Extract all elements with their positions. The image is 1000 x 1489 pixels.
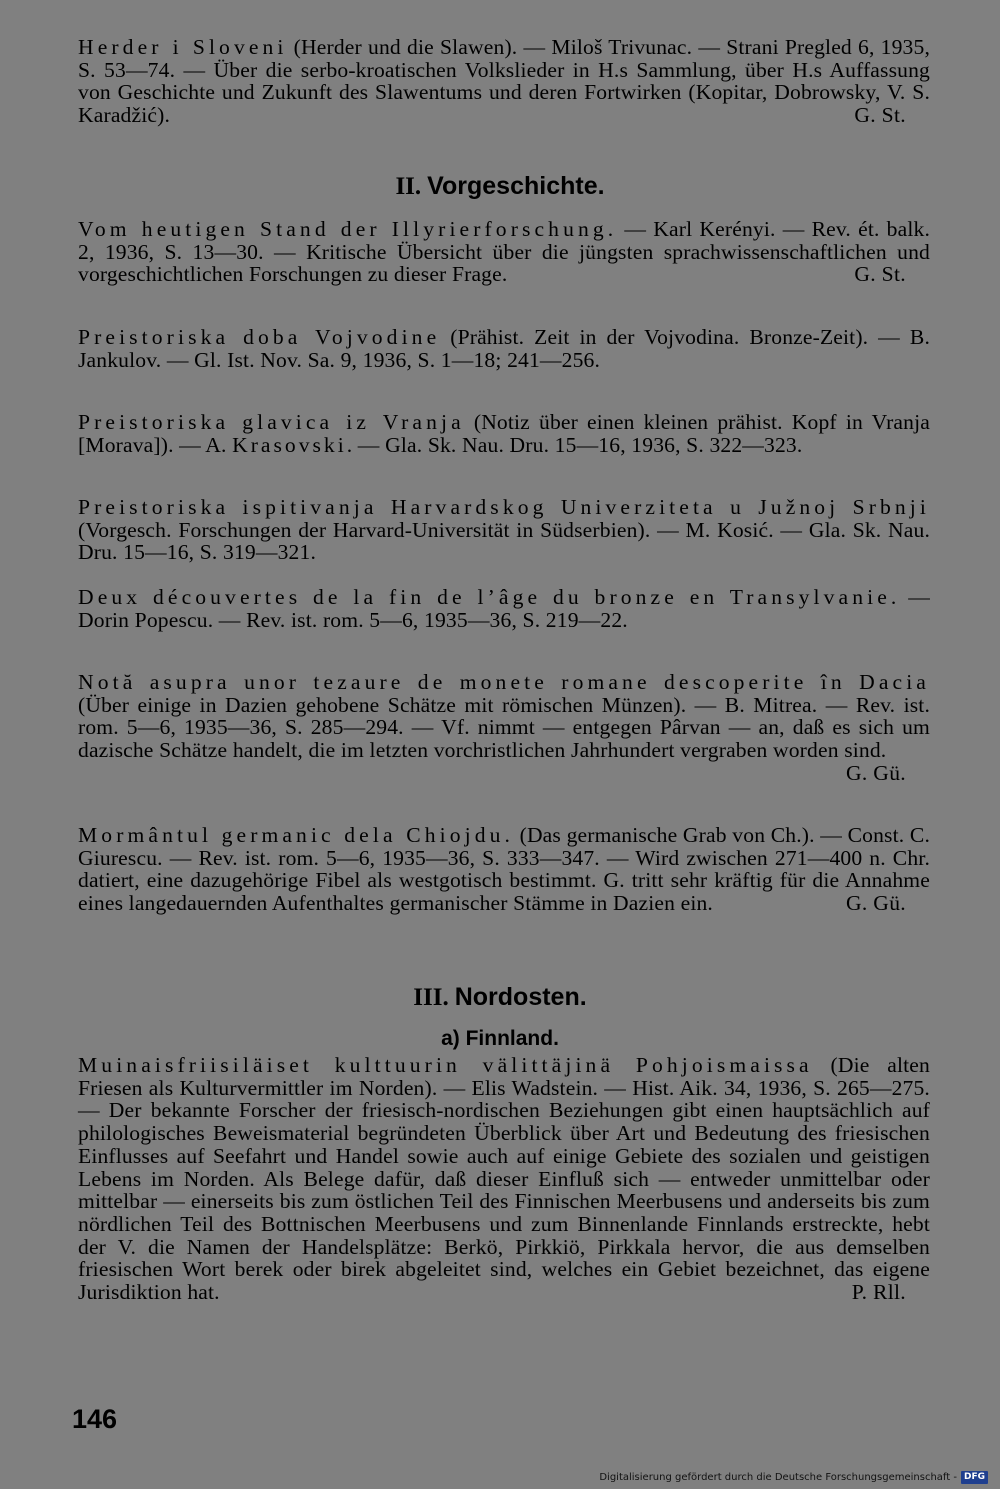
- bibliography-entry-vojvodina: [78, 326, 930, 371]
- entry-text: (Notiz über einen kleinen prähist. Kopf in Vranja [Morava]). — A.: [78, 410, 930, 457]
- entry-signature: P. Rll.: [851, 1280, 906, 1305]
- entry-title: Mormântul germanic dela Chiojdu.: [78, 823, 514, 847]
- section-heading-vorgeschichte: [0, 172, 1000, 201]
- dfg-logo: DFG: [961, 1471, 988, 1484]
- section-number: III.: [413, 984, 449, 1011]
- entry-signature: G. Gü.: [846, 760, 906, 785]
- entry-text: (Herder und die Slawen). — Miloš Trivunac. — Strani Pregled 6, 1935, S. 53—74. — Über die serbo-kroatischen Volkslieder in H.s Sammlung, über H.s Auffassung von Geschichte und Zukunft des Slawentums und deren Fortwirken (Kopitar, Dobrowsky, V. S. Karadžić).: [78, 35, 931, 128]
- entry-title: Preistoriska ispitivanja Harvardskog Univerziteta u Južnoj Srbnji: [78, 495, 930, 519]
- entry-title: Notă asupra unor tezaure de monete romane descoperite în Dacia: [78, 670, 930, 694]
- entry-text: (Vorgesch. Forschungen der Harvard-Universität in Südserbien). — M. Kosić. — Gla. Sk. Nau. Dru. 15—16, S. 319—321.: [78, 517, 930, 565]
- bibliography-entry-herder: [78, 36, 930, 127]
- section-label: Vorgeschichte.: [427, 172, 605, 200]
- entry-text: (Prähist. Zeit in der Vojvodina. Bronze-Zeit). — B. Jankulov. — Gl. Ist. Nov. Sa. 9, 1936, S. 1—18; 241—256.: [78, 325, 930, 372]
- bibliography-entry-vranja: [78, 411, 930, 456]
- entry-title: Herder i Sloveni: [78, 35, 288, 59]
- entry-text: (Das germanische Grab von Ch.). — Const. C. Giurescu. — Rev. ist. rom. 5—6, 1935—36, S. 333—347. — Wird zwischen 271—400 n. Chr. datiert, eine dazugehörige Fibel als westgotisch bestimmt. G. tritt sehr kräftig für die Annahme eines langedauernden Aufenthaltes germanischer Stämme in Dazien ein.: [78, 823, 931, 916]
- entry-text: — Karl Kerényi. — Rev. ét. balk. 2, 1936, S. 13—30. — Kritische Übersicht über die jüngsten sprachwissenschaftlichen und vorgeschichtlichen Forschungen zu dieser Frage.: [78, 217, 930, 287]
- bibliography-entry-harvard: [78, 496, 930, 564]
- entry-signature: G. St.: [854, 103, 906, 128]
- bibliography-entry-transylvanie: [78, 586, 930, 631]
- entry-title: Vom heutigen Stand der Illyrierforschung.: [78, 217, 618, 241]
- entry-text: (Die alten Friesen als Kulturvermittler im Norden). — Elis Wadstein. — Hist. Aik. 34, 1936, S. 265—275. — Der bekannte Forscher der friesisch-nordischen Beziehungen gibt einen hauptsächlich auf philologisches Beweismaterial begründeten Überblick über Art und Bedeutung des friesischen Einflusses auf Seefahrt und Handel sowie auch auf einige Gebiete des sozialen und geistigen Lebens im Norden. Als Belege dafür, daß dieser Einfluß sich — entweder unmittelbar oder mittelbar — einerseits bis zum östlichen Teil des Finnischen Meerbusens und anderseits bis zum nördlichen Teil des Bottnischen Meerbusens und zum Binnenlande Finnlands erstreckte, hebt der V. die Namen der Handelsplätze: Berkö, Pirkkiö, Pirkkala hervor, die aus demselben friesischen Wort berek oder birek abgeleitet sind, welches ein Gebiet bezeichnet, das eigene Jurisdiktion hat.: [78, 1053, 930, 1305]
- section-heading-nordosten: [0, 983, 1000, 1012]
- section-label: Nordosten.: [454, 983, 587, 1011]
- entry-author: Krasovski: [232, 432, 347, 457]
- bibliography-entry-dacia: [78, 671, 930, 785]
- subsection-heading-finnland: a) Finnland.: [441, 1027, 559, 1050]
- entry-text: (Über einige in Dazien gehobene Schätze mit römischen Münzen). — B. Mitrea. — Rev. ist. rom. 5—6, 1935—36, S. 285—294. — Vf. nimmt — entgegen Pârvan — an, daß es sich um dazische Schätze handelt, die im letzten vorchristlichen Jahrhundert vergraben worden sind.: [78, 692, 930, 763]
- credit-text: Digitalisierung gefördert durch die Deutsche Forschungsgemeinschaft -: [599, 1471, 957, 1483]
- page-number: 146: [72, 1404, 118, 1434]
- bibliography-entry-illyrier: [78, 218, 930, 286]
- bibliography-entry-friesen: [78, 1054, 930, 1304]
- entry-signature: G. St.: [854, 262, 906, 287]
- entry-text-end: . — Gla. Sk. Nau. Dru. 15—16, 1936, S. 322—323.: [346, 432, 803, 457]
- entry-title: Deux découvertes de la fin de l’âge du bronze en Transylvanie.: [78, 585, 901, 609]
- section-number: II.: [395, 173, 422, 200]
- entry-title: Preistoriska glavica iz Vranja: [78, 410, 465, 434]
- entry-title: Preistoriska doba Vojvodine: [78, 325, 441, 349]
- digitization-credit: [599, 1470, 988, 1484]
- entry-text: — Dorin Popescu. — Rev. ist. rom. 5—6, 1935—36, S. 219—22.: [78, 585, 930, 632]
- entry-signature: G. Gü.: [846, 891, 906, 916]
- bibliography-entry-chiojdu: [78, 824, 930, 915]
- entry-title: Muinaisfriisiläiset kulttuurin välittäjinä Pohjoismaissa: [78, 1053, 813, 1077]
